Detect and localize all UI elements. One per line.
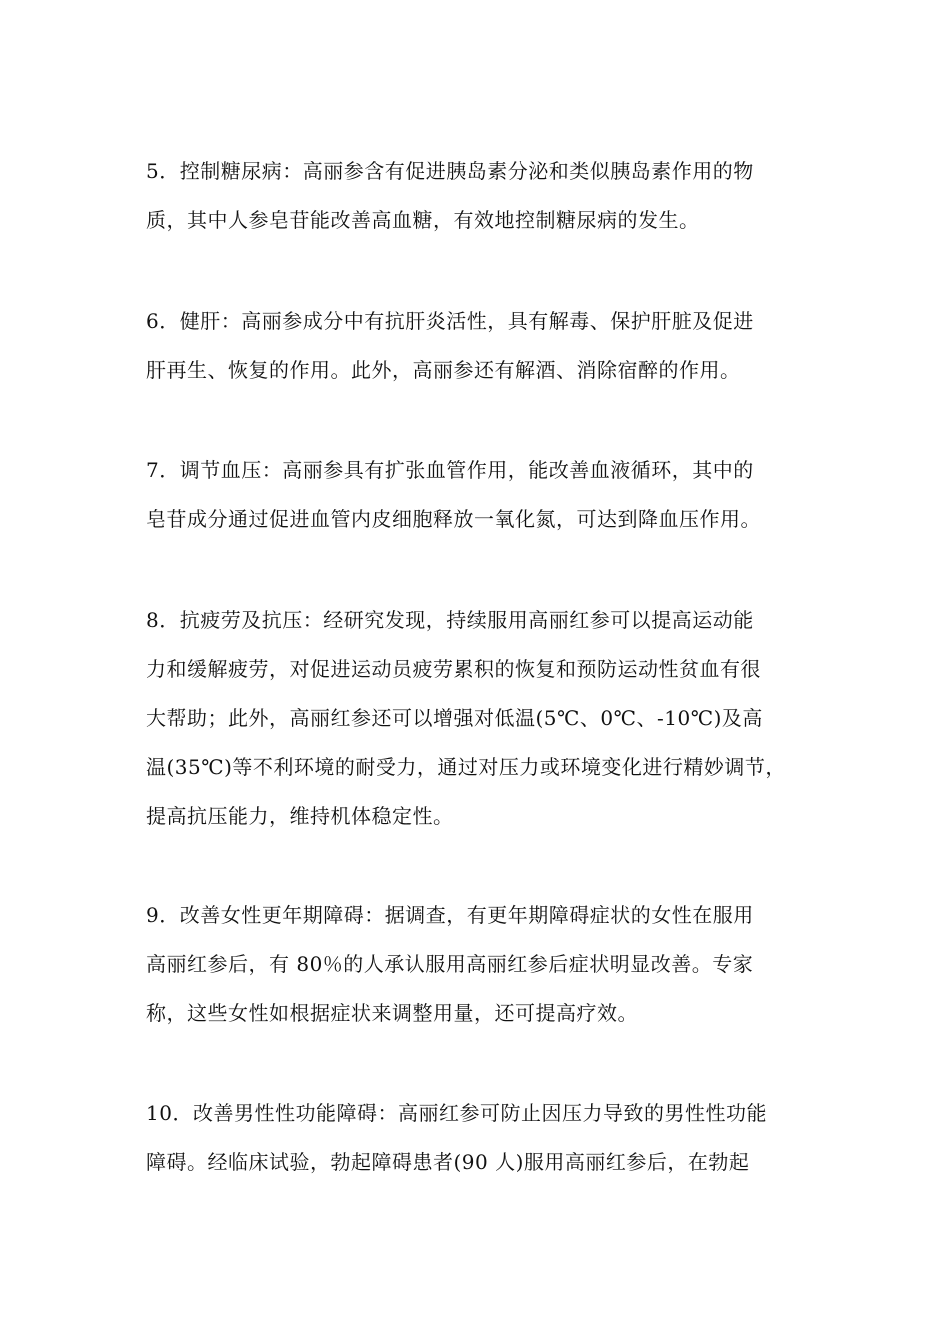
text-line: 质，其中人参皂苷能改善高血糖，有效地控制糖尿病的发生。 <box>146 208 700 232</box>
paragraph-item-9 <box>146 891 816 1038</box>
text-line: 7．调节血压：高丽参具有扩张血管作用，能改善血液循环，其中的 <box>146 458 754 482</box>
text-line: 肝再生、恢复的作用。此外，高丽参还有解酒、消除宿醉的作用。 <box>146 358 741 382</box>
text-line: 10．改善男性性功能障碍：高丽红参可防止因压力导致的男性性功能 <box>146 1101 767 1125</box>
paragraph-item-7 <box>146 446 816 544</box>
text-line: 9．改善女性更年期障碍：据调查，有更年期障碍症状的女性在服用 <box>146 903 754 927</box>
text-line: 5．控制糖尿病：高丽参含有促进胰岛素分泌和类似胰岛素作用的物 <box>146 159 754 183</box>
text-line: 皂苷成分通过促进血管内皮细胞释放一氧化氮，可达到降血压作用。 <box>146 507 761 531</box>
paragraph-item-8 <box>146 596 816 841</box>
paragraph-item-5 <box>146 147 816 245</box>
text-line: 大帮助；此外，高丽红参还可以增强对低温(5℃、0℃、-10℃)及高 <box>146 706 763 730</box>
text-line: 6．健肝：高丽参成分中有抗肝炎活性，具有解毒、保护肝脏及促进 <box>146 309 754 333</box>
text-line: 称，这些女性如根据症状来调整用量，还可提高疗效。 <box>146 1001 638 1025</box>
paragraph-item-6 <box>146 297 816 395</box>
text-line: 障碍。经临床试验，勃起障碍患者(90 人)服用高丽红参后，在勃起 <box>146 1150 750 1174</box>
text-line: 温(35℃)等不利环境的耐受力，通过对压力或环境变化进行精妙调节， <box>146 755 786 779</box>
text-line: 8．抗疲劳及抗压：经研究发现，持续服用高丽红参可以提高运动能 <box>146 608 754 632</box>
paragraph-item-10 <box>146 1089 816 1187</box>
text-line: 提高抗压能力，维持机体稳定性。 <box>146 804 454 828</box>
text-line: 力和缓解疲劳，对促进运动员疲劳累积的恢复和预防运动性贫血有很 <box>146 657 761 681</box>
text-line: 高丽红参后，有 80％的人承认服用高丽红参后症状明显改善。专家 <box>146 952 754 976</box>
